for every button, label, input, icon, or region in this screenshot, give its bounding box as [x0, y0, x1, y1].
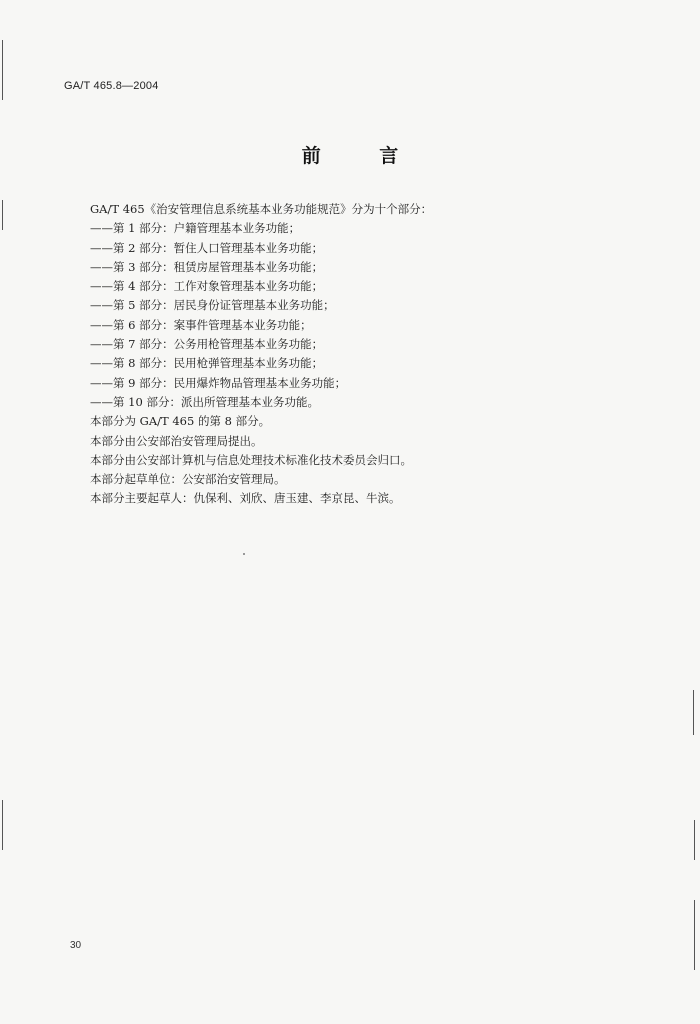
part-item-7: ——第 7 部分：公务用枪管理基本业务功能；: [90, 337, 324, 352]
part-item-3: ——第 3 部分：租赁房屋管理基本业务功能；: [90, 259, 324, 274]
scan-edge-mark-left-low: [2, 800, 3, 850]
part-item-6: ——第 6 部分：案事件管理基本业务功能；: [90, 317, 312, 332]
part-item-10: ——第 10 部分：派出所管理基本业务功能。: [90, 394, 319, 409]
foreword-body: [90, 200, 650, 509]
part-item-5: ——第 5 部分：居民身份证管理基本业务功能；: [90, 298, 335, 313]
part-item-4: ——第 4 部分：工作对象管理基本业务功能；: [90, 279, 324, 294]
scan-edge-mark-right-low: [694, 820, 695, 860]
part-item-1: ——第 1 部分：户籍管理基本业务功能；: [90, 221, 301, 236]
page-number: 30: [70, 940, 82, 951]
scan-edge-mark-left-mid: [2, 200, 3, 230]
statement-drafters: 本部分主要起草人：仇保利、刘欣、唐玉建、李京昆、牛滨。: [90, 491, 401, 506]
statement-part-number: 本部分为 GA/T 465 的第 8 部分。: [90, 414, 271, 429]
scan-speck: [243, 553, 245, 555]
scan-edge-mark-left-top: [2, 40, 3, 100]
page-title: 前 言: [301, 145, 425, 167]
statement-drafting-unit: 本部分起草单位：公安部治安管理局。: [90, 472, 286, 487]
scan-edge-mark-right-bottom: [694, 900, 695, 970]
part-item-2: ——第 2 部分：暂住人口管理基本业务功能；: [90, 240, 324, 255]
part-item-8: ——第 8 部分：民用枪弹管理基本业务功能；: [90, 356, 324, 371]
intro-paragraph: GA/T 465《治安管理信息系统基本业务功能规范》分为十个部分：: [90, 202, 433, 216]
statement-proposer: 本部分由公安部治安管理局提出。: [90, 433, 263, 448]
standard-code: GA/T 465.8—2004: [64, 80, 159, 92]
statement-committee: 本部分由公安部计算机与信息处理技术标准化技术委员会归口。: [90, 452, 412, 467]
part-item-9: ——第 9 部分：民用爆炸物品管理基本业务功能；: [90, 375, 347, 390]
scan-edge-mark-right-mid: [693, 690, 694, 735]
